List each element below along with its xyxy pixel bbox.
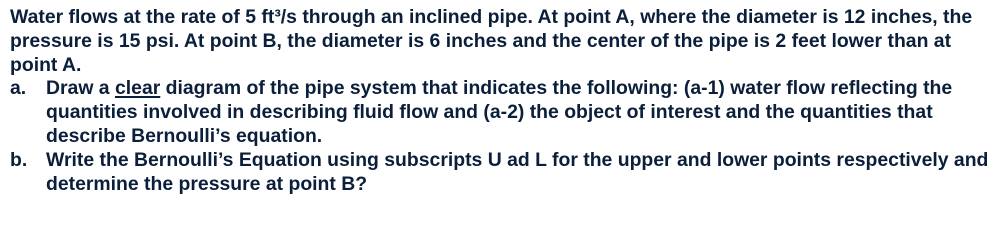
- problem-parts-list: [10, 77, 995, 196]
- part-a-text-before: Draw a: [46, 77, 115, 100]
- part-a-marker: a.: [10, 77, 27, 100]
- part-b-text: Write the Bernoulli’s Equation using subscripts U ad L for the upper and lower points respectively and determine the pressure at point B?: [46, 148, 989, 195]
- part-a-text-after: diagram of the pipe system that indicates the following: (a-1) water flow reflecting the quantities involved in describing fluid flow and (a-2) the object of interest and the quantities that describe Bernoulli’s equation.: [46, 77, 953, 147]
- part-b: [10, 149, 995, 197]
- part-a-text: [46, 77, 995, 148]
- part-b-marker: b.: [10, 148, 28, 171]
- part-a-underlined-word: clear: [114, 77, 161, 100]
- problem-intro: Water flows at the rate of 5 ft³/s through an inclined pipe. At point A, where the diameter is 12 inches, the pressure is 15 psi. At point B, the diameter is 6 inches and the center of the pipe is 2 feet lower than at point A.: [10, 6, 973, 76]
- part-a: [10, 77, 995, 148]
